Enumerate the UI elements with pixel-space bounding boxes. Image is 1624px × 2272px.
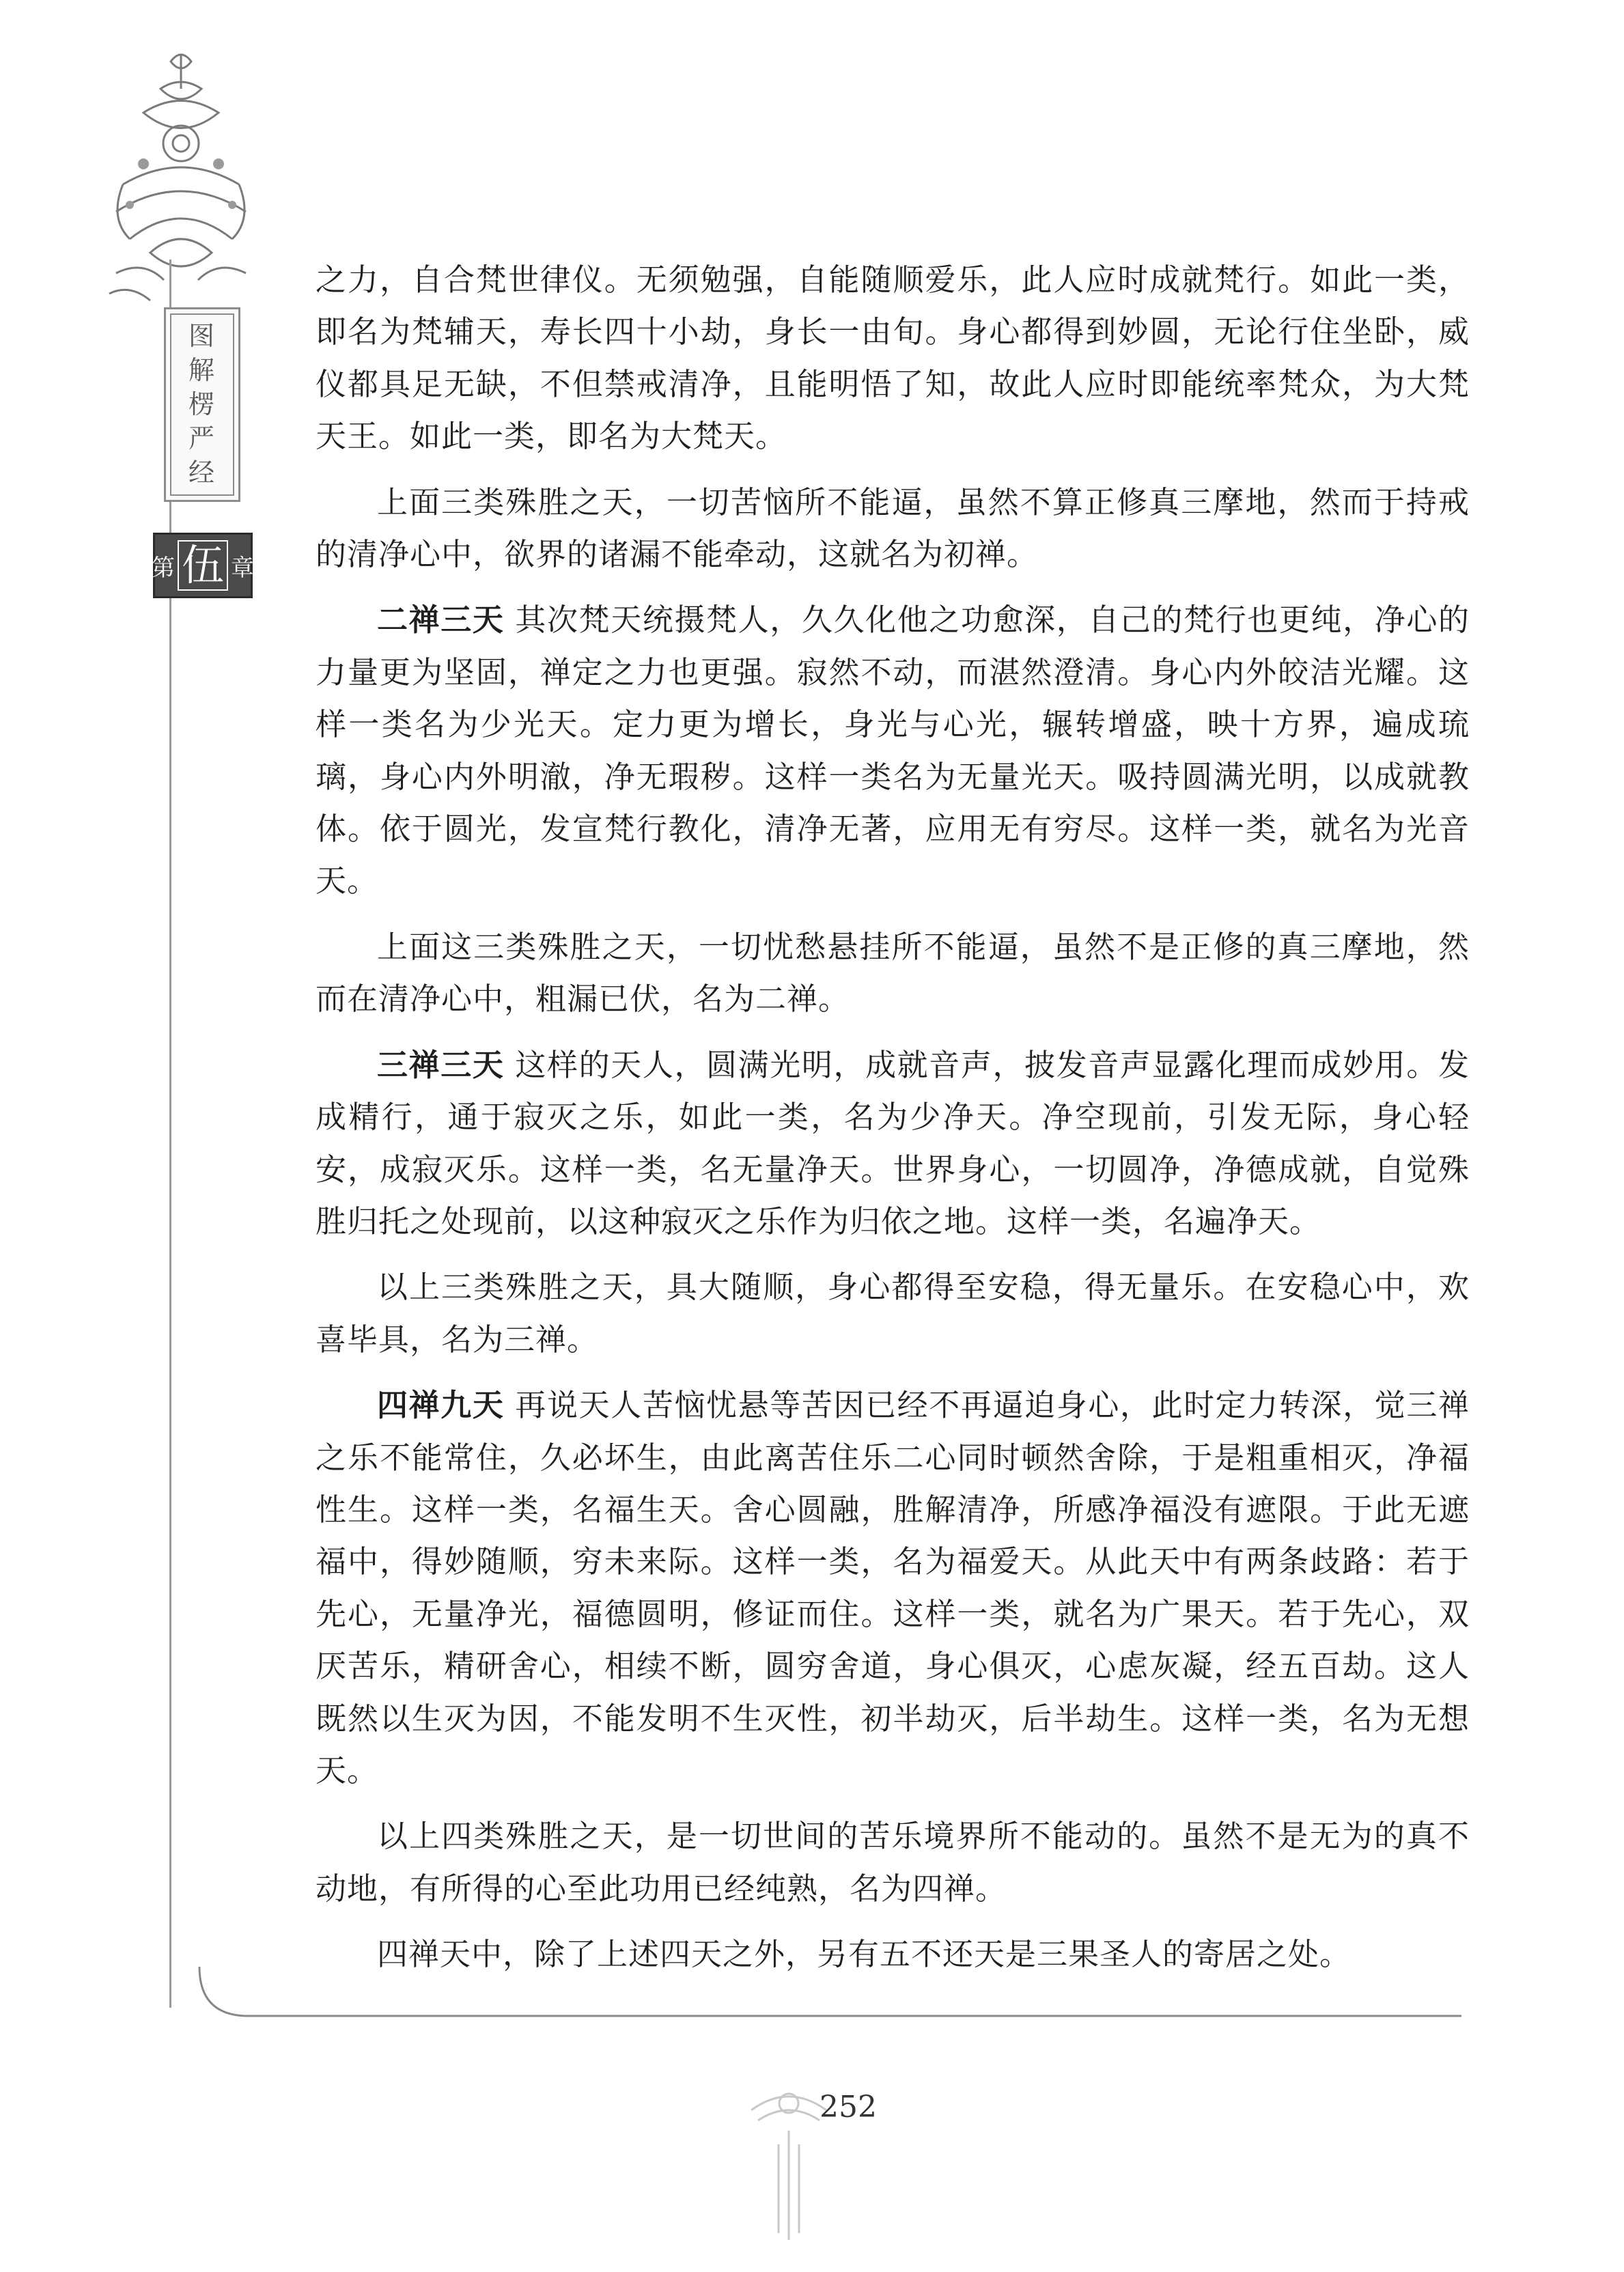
paragraph <box>316 1379 1470 1797</box>
paragraph <box>316 921 1470 1026</box>
paragraph <box>316 1261 1470 1366</box>
sidebar-rail <box>149 260 251 2008</box>
chapter-number: 伍 <box>178 540 228 591</box>
book-title-char: 经 <box>188 458 216 488</box>
paragraph <box>316 254 1470 463</box>
section-heading: 三禅三天 <box>377 1046 505 1083</box>
page-number: 252 <box>820 2090 877 2124</box>
paragraph-text: 以上三类殊胜之天，具大随顺，身心都得至安稳，得无量乐。在安稳心中，欢喜毕具，名为三禅。 <box>316 1269 1470 1358</box>
paragraph-text: 四禅天中，除了上述四天之外，另有五不还天是三果圣人的寄居之处。 <box>377 1936 1352 1973</box>
chapter-tab <box>153 533 253 598</box>
section-heading: 二禅三天 <box>377 602 505 639</box>
book-title-char: 楞 <box>188 389 216 419</box>
section-heading: 四禅九天 <box>377 1387 505 1424</box>
paragraph-text: 上面三类殊胜之天，一切苦恼所不能逼，虽然不算正修真三摩地，然而于持戒的清净心中，欲界的诸漏不能牵动，这就名为初禅。 <box>316 483 1470 573</box>
main-text <box>316 254 1470 1981</box>
book-title-char: 图 <box>188 321 216 351</box>
paragraph <box>316 1039 1470 1248</box>
paragraph-text: 再说天人苦恼忧悬等苦因已经不再逼迫身心，此时定力转深，觉三禅之乐不能常住，久必坏生，由此离苦住乐二心同时顿然舍除，于是粗重相灭，净福性生。这样一类，名福生天。舍心圆融，胜解清净，所感净福没有遮限。于此无遮福中，得妙随顺，穷未来际。这样一类，名为福爱天。从此天中有两条歧路：若于先心，无量净光，福德圆明，修证而住。这样一类，就名为广果天。若于先心，双厌苦乐，精研舍心，相续不断，圆穷舍道，身心俱灭，心虑灰凝，经五百劫。这人既然以生灭为因，不能发明不生灭性，初半劫灭，后半劫生。这样一类，名为无想天。 <box>316 1387 1470 1789</box>
rail-line <box>169 260 171 2008</box>
book-title-char: 解 <box>188 355 216 385</box>
paragraph <box>316 594 1470 907</box>
book-title-box <box>164 307 240 502</box>
paragraph-text: 以上四类殊胜之天，是一切世间的苦乐境界所不能动的。虽然不是无为的真不动地，有所得的心至此功用已经纯熟，名为四禅。 <box>316 1818 1470 1907</box>
chapter-prefix: 第 <box>152 554 175 582</box>
chapter-suffix: 章 <box>231 554 255 582</box>
book-title <box>166 319 238 490</box>
paragraph-text: 上面这三类殊胜之天，一切忧愁悬挂所不能逼，虽然不是正修的真三摩地，然而在清净心中，粗漏已伏，名为二禅。 <box>316 928 1470 1018</box>
paragraph-text: 这样的天人，圆满光明，成就音声，披发音声显露化理而成妙用。发成精行，通于寂灭之乐，如此一类，名为少净天。净空现前，引发无际，身心轻安，成寂灭乐。这样一类，名无量净天。世界身心，一切圆净，净德成就，自觉殊胜归托之处现前，以这种寂灭之乐作为归依之地。这样一类，名遍净天。 <box>316 1046 1470 1239</box>
page-frame-bottom <box>198 1967 1461 2021</box>
paragraph <box>316 1810 1470 1915</box>
paragraph-text: 之力，自合梵世律仪。无须勉强，自能随顺爱乐，此人应时成就梵行。如此一类，即名为梵辅天，寿长四十小劫，身长一由旬。身心都得到妙圆，无论行住坐卧，威仪都具足无缺，不但禁戒清净，且能明悟了知，故此人应时即能统率梵众，为大梵天王。如此一类，即名为大梵天。 <box>316 262 1470 455</box>
paragraph <box>316 477 1470 581</box>
book-title-char: 严 <box>188 423 216 453</box>
paragraph-text: 其次梵天统摄梵人，久久化他之功愈深，自己的梵行也更纯，净心的力量更为坚固，禅定之力也更强。寂然不动，而湛然澄清。身心内外皎洁光耀。这样一类名为少光天。定力更为增长，身光与心光，辗转增盛，映十方界，遍成琉璃，身心内外明澈，净无瑕秽。这样一类名为无量光天。吸持圆满光明，以成就教体。依于圆光，发宣梵行教化，清净无著，应用无有穷尽。这样一类，就名为光音天。 <box>316 602 1470 899</box>
